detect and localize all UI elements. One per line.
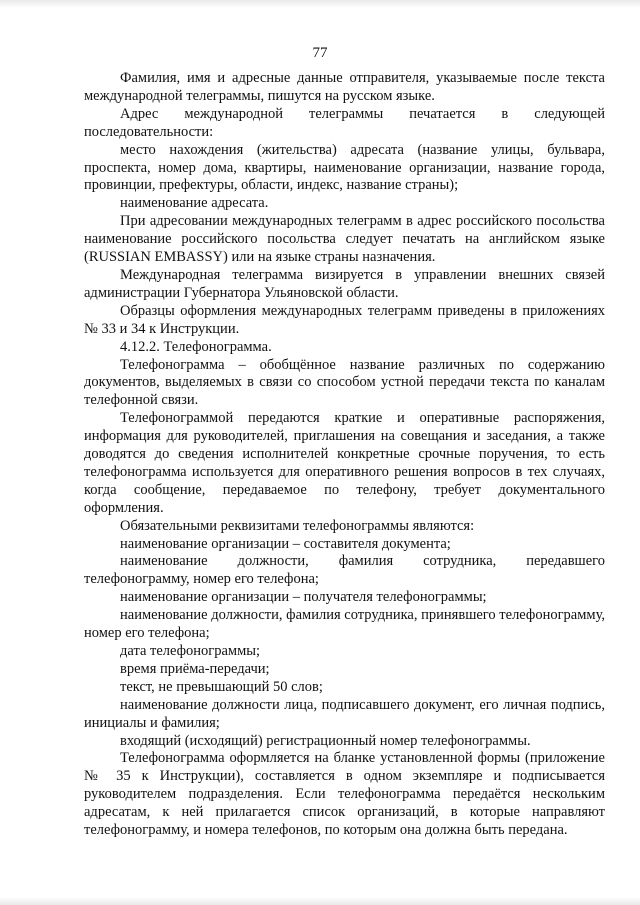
list-item: наименование организации – получателя телефонограммы; [120,589,487,606]
paragraph: Телефонограмма оформляется на бланке установленной формы (приложение № 35 к Инструкции), составляется в одном экземпляре и подписывается руководителем подразделения. Если телефонограмма передаётся нескольким адресатам, к ней прилагается список организаций, в которые направляют телефонограмму, и номера телефонов, по которым она должна быть передана. [84,750,605,839]
page-number: 77 [312,45,328,61]
list-item: дата телефонограммы; [120,643,261,659]
paragraph: Международная телеграмма визируется в управлении внешних связей администрации Губернатора Ульяновской области. [84,266,605,301]
list-item: наименование должности, фамилия сотрудника, передавшего телефонограмму, номер его телефона; [84,553,605,588]
paragraph: место нахождения (жительства) адресата (название улицы, бульвара, проспекта, номер дома, квартиры, наименование организации, название города, провинции, префектуры, области, индекс, название страны); [84,141,605,194]
section-heading: 4.12.2. Телефонограмма. [120,338,272,355]
list-item: входящий (исходящий) регистрационный номер телефонограммы. [120,732,531,749]
paragraph: Фамилия, имя и адресные данные отправителя, указываемые после текста международной телеграммы, пишутся на русском языке. [84,70,605,104]
list-item: наименование должности лица, подписавшего документ, его личная подпись, инициалы и фамилия; [84,696,605,731]
list-item: наименование организации – составителя документа; [120,535,451,552]
paragraph: Обязательными реквизитами телефонограммы являются: [120,517,475,534]
paragraph: При адресовании международных телеграмм в адрес российского посольства наименование российского посольства следует печатать на английском языке (RUSSIAN EMBASSY) или на языке страны назначения. [84,213,605,266]
paragraph: Телефонограмма – обобщённое название различных по содержанию документов, выделяемых в связи со способом устной передачи текста по каналам телефонной связи. [84,356,605,409]
scan-edge-bottom [0,897,640,905]
body-text [84,70,605,840]
list-item: наименование должности, фамилия сотрудника, принявшего телефонограмму, номер его телефона; [84,607,605,642]
paragraph: Телефонограммой передаются краткие и оперативные распоряжения, информация для руководителей, приглашения на совещания и заседания, а также доводятся до сведения исполнителей конкретные срочные поручения, то есть телефонограмма используется для оперативного решения вопросов в тех случаях, когда сообщение, передаваемое по телефону, требует документального оформления. [84,410,605,516]
paragraph: Адрес международной телеграммы печатается в следующей последовательности: [84,105,605,140]
scan-edge-top [0,0,640,8]
paragraph: наименование адресата. [120,195,269,212]
list-item: текст, не превышающий 50 слов; [120,678,323,695]
paragraph: Образцы оформления международных телеграмм приведены в приложениях № 33 и 34 к Инструкции. [84,302,605,337]
list-item: время приёма-передачи; [120,660,270,677]
